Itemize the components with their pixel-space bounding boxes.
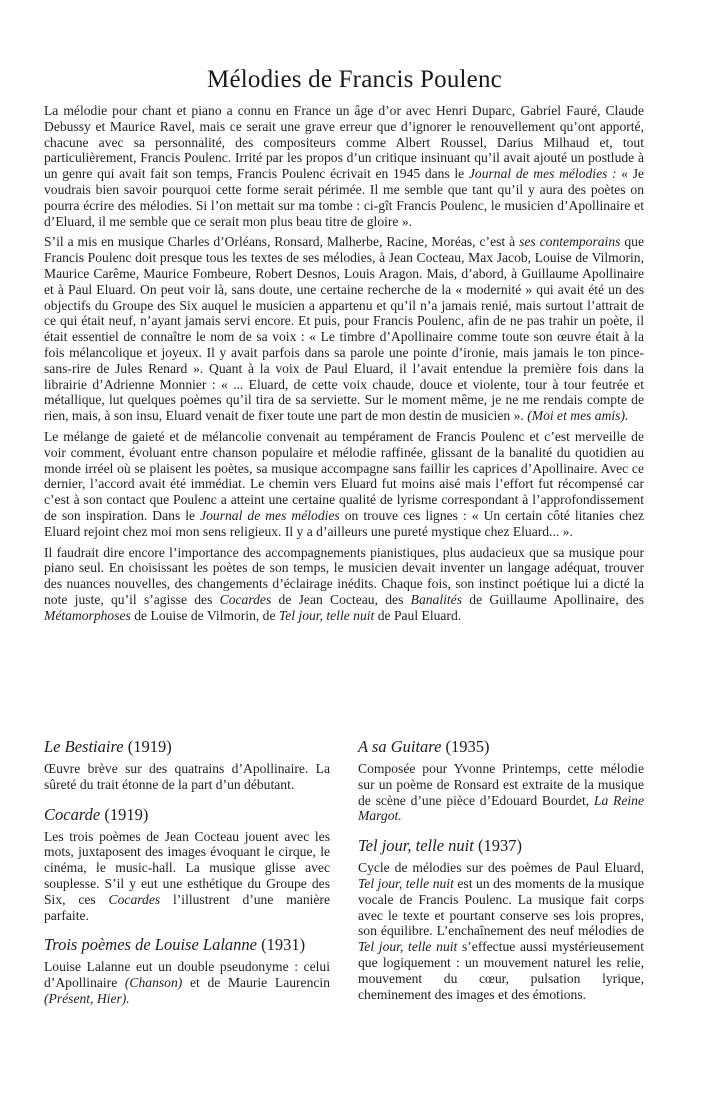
italic-text: Tel jour, telle nuit: [278, 607, 375, 623]
left-column: [44, 737, 330, 1019]
text-run: Il faudrait dire encore l’importance des accompagnements pianistiques, plus audacieux que sa musique pour piano seul. En choisissant les poètes de son temps, le musicien devait inventer un langage adéquat, trouver des nuances nouvelles, des changements d’éclairage inédits. Chaque fois, son instinct poétique lui a dicté la note juste, qu’il s’agisse des: [44, 544, 644, 607]
work-description: [44, 829, 330, 924]
work-heading: [44, 935, 330, 954]
text-run: La mélodie pour chant et piano a connu en France un âge d’or avec Henri Duparc, Gabriel Fauré, Claude Debussy et Maurice Ravel, mais ce serait une grave erreur que d’ignorer le renouvellement qu’ont apporté, chacune avec sa personnalité, des compositeurs comme Albert Roussel, Darius Milhaud et, tout particulièrement, Francis Poulenc. Irrité par les propos d’un critique insinuant qu’il avait ajouté un postlude à un genre qui avait fait son temps, Francis Poulenc écrivait en 1945 dans le: [44, 103, 644, 182]
text-run: et de Maurie Laurencin: [182, 975, 330, 991]
intro-paragraph: [44, 103, 644, 229]
intro-paragraph: [44, 429, 644, 540]
work-description: [358, 761, 644, 824]
text-run: de Guillaume Apollinaire, des: [462, 591, 644, 607]
work-year: (1919): [127, 737, 172, 756]
italic-text: Journal de mes mélodies: [200, 507, 340, 523]
intro-paragraph: [44, 545, 644, 624]
italic-text: Cocardes: [108, 891, 161, 907]
italic-text: Banalités: [410, 591, 463, 607]
italic-text: (Présent, Hier).: [44, 990, 130, 1006]
work-entry: [358, 737, 644, 824]
work-description: [44, 761, 330, 793]
text-run: est un des moments de la musique vocale de Francis Poulenc. La musique fait corps avec le texte et pourtant conserve ses lois propres, son équilibre. L’enchaînement des neuf mélodies de: [358, 875, 644, 939]
intro-text: [44, 103, 644, 629]
text-run: l’illustrent d’une manière parfaite.: [44, 891, 330, 923]
italic-text: ses contemporains: [519, 234, 621, 250]
text-run: s’effectue aussi mystérieusement que logiquement : un mouvement naturel les relie, mouvement du cœur, pulsation lyrique, cheminement des images et des émotions.: [358, 939, 644, 1002]
work-heading: [358, 737, 644, 756]
work-title: Le Bestiaire: [44, 737, 124, 756]
right-column: [358, 737, 644, 1014]
italic-text: Cocardes: [219, 591, 272, 607]
work-title: Cocarde: [44, 804, 101, 824]
text-run: Composée pour Yvonne Printemps, cette mélodie sur un poème de Ronsard est extraite de la musique de scène d’une pièce d’Edouard Bourdet,: [358, 761, 644, 808]
work-year: (1935): [445, 737, 490, 756]
work-year: (1937): [477, 836, 522, 856]
italic-text: La Reine Margot.: [358, 792, 644, 824]
work-title: A sa Guitare: [358, 737, 442, 756]
italic-text: Tel jour, telle nuit: [358, 939, 458, 955]
work-entry: [44, 737, 330, 793]
work-year: (1931): [261, 935, 306, 955]
text-run: de Paul Eluard.: [374, 607, 462, 623]
text-run: de Jean Cocteau, des: [271, 591, 411, 607]
text-run: Les trois poèmes de Jean Cocteau jouent avec les mots, juxtaposent des images évoquant le cirque, le cinéma, le music-hall. La musique glisse avec souplesse. S’il y eut une esthétique du Groupe des Six, ces: [44, 828, 330, 907]
work-heading: [44, 805, 330, 824]
work-entry: [44, 935, 330, 1006]
italic-text: (Chanson): [124, 975, 183, 991]
work-heading: [358, 836, 644, 855]
work-description: [358, 860, 644, 1002]
work-title: Tel jour, telle nuit: [358, 836, 474, 856]
italic-text: Tel jour, telle nuit: [358, 875, 454, 891]
text-run: Le mélange de gaieté et de mélancolie convenait au tempérament de Francis Poulenc et c’est merveille de voir comment, évoluant entre chanson populaire et mélodie raffinée, glissant de la banalité du quotidien au monde irréel où se plaisent les poètes, sa musique accompagne sans faillir les caprices d’Apollinaire. Avec ce dernier, l’accord avait été immédiat. Le chemin vers Eluard fut moins aisé mais l’effort fut récompensé car c’est à son contact que Poulenc a atteint une certaine qualité de lyrisme correspondant à l’approfondissement de son inspiration. Dans le: [44, 428, 644, 523]
text-run: « Je voudrais bien savoir pourquoi cette forme serait périmée. Il me semble que tant qu’il y aura des poètes on pourra écrire des mélodies. Si l’on mettait sur ma tombe : ci-gît Francis Poulenc, le musicien d’Apollinaire et d’Eluard, il me semble que ce serait mon plus beau titre de gloire ».: [44, 166, 645, 229]
italic-text: (Moi et mes amis).: [527, 408, 629, 424]
text-run: Cycle de mélodies sur des poèmes de Paul Eluard,: [358, 860, 644, 876]
work-heading: [44, 737, 330, 756]
work-year: (1919): [104, 804, 149, 824]
work-description: [44, 959, 330, 1006]
work-title: Trois poèmes de Louise Lalanne: [44, 935, 257, 955]
text-run: Louise Lalanne eut un double pseudonyme : celui d’Apollinaire: [44, 959, 330, 991]
italic-text: Journal de mes mélodies :: [468, 166, 617, 182]
work-entry: [358, 836, 644, 1002]
text-run: S’il a mis en musique Charles d’Orléans, Ronsard, Malherbe, Racine, Moréas, c’est à: [44, 234, 520, 250]
intro-paragraph: [44, 234, 644, 424]
italic-text: Métamorphoses: [44, 607, 131, 623]
text-run: que Francis Poulenc doit presque tous les textes de ses mélodies, à Jean Cocteau, Max Jacob, Louise de Vilmorin, Maurice Carême, Maurice Fombeure, Robert Desnos, Louis Aragon. Mais, d’abord, à Guillaume Apollinaire et à Paul Eluard. On peut voir là, sans doute, une certaine recherche de la « modernité » qui avait été un des objectifs du Groupe des Six auquel le musicien a appartenu et qu’il n’a jamais renié, mais surtout l’attrait de ce qui était neuf, n’ayant jamais servi encore. Et puis, pour Francis Poulenc, afin de ne pas trahir un poète, il était essentiel de connaître le nom de sa voix : « Le timbre d’Apollinaire comme toute son œuvre était à la fois mélancolique et joyeux. Il y avait parfois dans sa parole une pointe d’ironie, mais jamais le ton pince-sans-rire de Jules Renard ». Quant à la voix de Paul Eluard, il l’avait entendue la première fois dans la librairie d’Adrienne Monnier : « ... Eluard, de cette voix chaude, douce et violente, tour à tour feutrée et métallique, lut quelques poèmes qu’il tira de sa serviette. Sur le moment même, je ne me rendais compte de rien, mais, à son insu, Eluard venait de fixer toute une part de mon destin de musicien ».: [44, 234, 644, 424]
page-title: Mélodies de Francis Poulenc: [207, 66, 502, 93]
text-run: on trouve ces lignes : « Un certain côté litanies chez Eluard rejoint chez moi mon sens religieux. Il y a d’ailleurs une pureté mystique chez Eluard... ».: [44, 507, 645, 539]
text-run: Œuvre brève sur des quatrains d’Apollinaire. La sûreté du trait étonne de la part d’un débutant.: [44, 761, 330, 792]
text-run: de Louise de Vilmorin, de: [130, 607, 279, 623]
work-entry: [44, 805, 330, 924]
